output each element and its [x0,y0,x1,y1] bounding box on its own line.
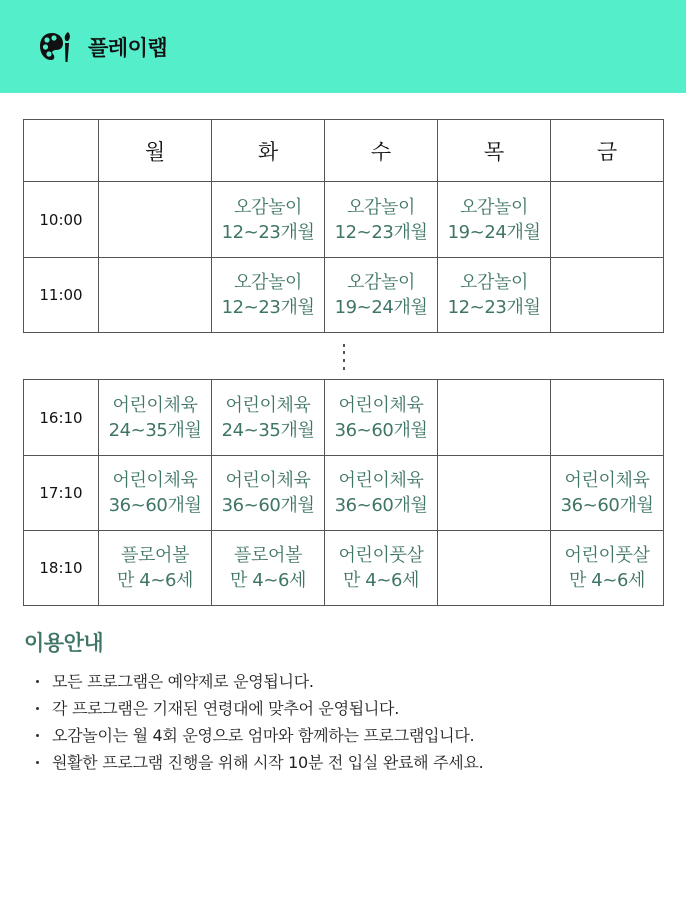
program-name: 어린이체육 [112,470,198,491]
program-cell [99,380,212,456]
program-age: 24~35개월 [108,419,202,441]
program-cell [212,380,325,456]
program-cell [325,380,438,456]
program-cell [99,456,212,531]
program-age: 만 4~6세 [342,570,420,591]
program-name: 어린이풋살 [564,545,650,566]
program-cell [99,531,212,606]
program-name: 오감놀이 [234,196,302,218]
program-name: 어린이체육 [112,394,198,416]
program-cell [438,182,551,258]
day-header-row [24,120,664,182]
program-name: 어린이체육 [225,470,311,491]
timetable-top [23,119,664,333]
empty-cell [551,380,664,456]
program-age: 24~35개월 [221,419,315,441]
info-item: 모든 프로그램은 예약제로 운영됩니다. [34,668,483,695]
empty-cell [99,258,212,333]
timeslot-row [24,531,664,606]
day-header-fri: 금 [551,120,664,182]
program-age: 36~60개월 [221,495,315,516]
program-cell [325,531,438,606]
time-label: 11:00 [24,258,99,333]
program-age: 12~23개월 [221,297,315,318]
program-age: 12~23개월 [447,297,541,318]
app-header [0,0,686,93]
program-cell [325,182,438,258]
vertical-ellipsis-icon [343,344,345,370]
program-name: 플로어볼 [234,545,302,566]
program-cell [325,258,438,333]
empty-cell [551,258,664,333]
corner-cell [24,120,99,182]
program-name: 오감놀이 [460,272,528,293]
timeslot-row [24,182,664,258]
program-name: 어린이체육 [225,394,311,416]
info-list [34,668,483,776]
program-name: 오감놀이 [234,272,302,293]
time-label: 17:10 [24,456,99,531]
empty-cell [438,456,551,531]
program-age: 36~60개월 [560,495,654,516]
program-age: 19~24개월 [334,297,428,318]
program-age: 36~60개월 [334,495,428,516]
time-label: 16:10 [24,380,99,456]
empty-cell [438,380,551,456]
brand-name: 플레이랩 [88,35,168,60]
timeslot-row [24,456,664,531]
program-name: 어린이풋살 [338,545,424,566]
program-age: 36~60개월 [108,495,202,516]
timeslot-row [24,258,664,333]
program-age: 만 4~6세 [229,570,307,591]
program-name: 오감놀이 [460,196,528,218]
program-name: 오감놀이 [347,272,415,293]
program-cell [551,531,664,606]
program-cell [212,456,325,531]
program-name: 어린이체육 [338,470,424,491]
day-header-wed: 수 [325,120,438,182]
program-age: 만 4~6세 [568,570,646,591]
program-age: 19~24개월 [447,221,541,243]
program-cell [438,258,551,333]
day-header-thu: 목 [438,120,551,182]
program-name: 오감놀이 [347,196,415,218]
program-name: 어린이체육 [338,394,424,416]
palette-brush-icon [38,29,74,65]
info-item: 각 프로그램은 기재된 연령대에 맞추어 운영됩니다. [34,695,483,722]
program-age: 36~60개월 [334,419,428,441]
empty-cell [99,182,212,258]
program-name: 플로어볼 [121,545,189,566]
program-cell [212,531,325,606]
empty-cell [551,182,664,258]
info-item: 오감놀이는 월 4회 운영으로 엄마와 함께하는 프로그램입니다. [34,722,483,749]
time-label: 10:00 [24,182,99,258]
empty-cell [438,531,551,606]
program-cell [551,456,664,531]
program-cell [212,258,325,333]
day-header-tue: 화 [212,120,325,182]
timeslot-row [24,380,664,456]
info-item: 원활한 프로그램 진행을 위해 시작 10분 전 입실 완료해 주세요. [34,749,483,776]
info-heading: 이용안내 [24,631,104,655]
time-label: 18:10 [24,531,99,606]
program-age: 만 4~6세 [116,570,194,591]
program-age: 12~23개월 [334,221,428,243]
program-name: 어린이체육 [564,470,650,491]
timetable-bottom [23,379,664,606]
day-header-mon: 월 [99,120,212,182]
program-cell [325,456,438,531]
program-age: 12~23개월 [221,221,315,243]
program-cell [212,182,325,258]
